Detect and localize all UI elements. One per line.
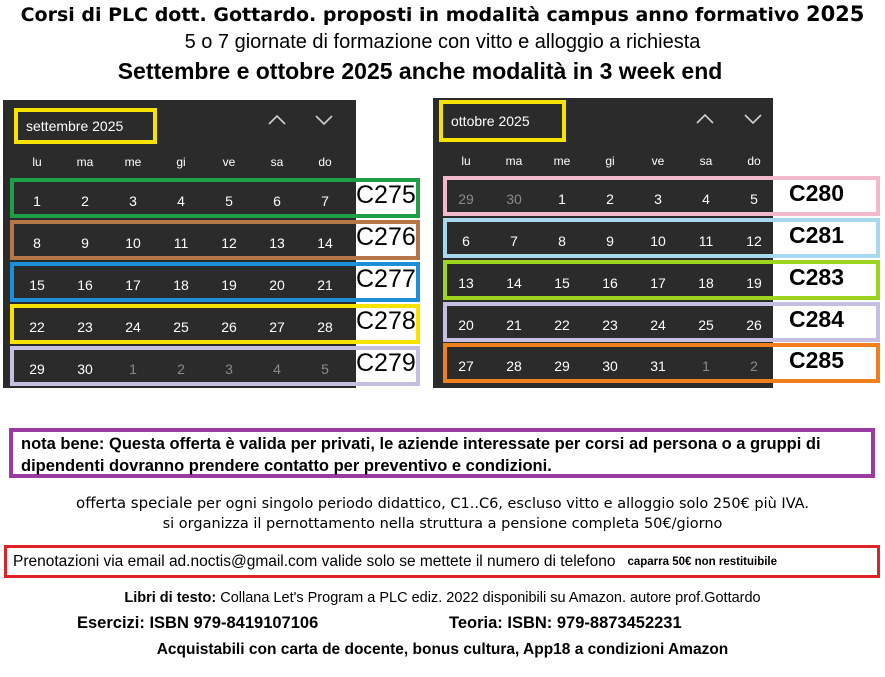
weekday: me	[124, 155, 142, 169]
calendar-day[interactable]: 22	[29, 319, 45, 335]
calendar-day[interactable]: 13	[269, 235, 285, 251]
header-line-1	[0, 2, 885, 26]
calendar-day[interactable]: 1	[129, 361, 137, 377]
calendar-day[interactable]: 9	[606, 233, 614, 249]
calendar-day[interactable]: 12	[746, 233, 762, 249]
calendar-day[interactable]: 20	[458, 317, 474, 333]
acquistabili-line: Acquistabili con carta de docente, bonus cultura, App18 a condizioni Amazon	[156, 641, 729, 658]
weekday: ve	[651, 154, 665, 168]
calendar-week-row	[442, 275, 778, 291]
course-code: C278	[356, 307, 416, 335]
calendar-october-title[interactable]: ottobre 2025	[439, 100, 566, 142]
calendar-day[interactable]: 14	[506, 275, 522, 291]
calendar-day[interactable]: 19	[746, 275, 762, 291]
calendar-day[interactable]: 24	[650, 317, 666, 333]
calendar-day[interactable]: 12	[221, 235, 237, 251]
calendar-day[interactable]: 8	[33, 235, 41, 251]
calendar-day[interactable]: 11	[698, 233, 714, 249]
calendar-day[interactable]: 2	[606, 191, 614, 207]
header-line-3: Settembre e ottobre 2025 anche modalità in 3 week end	[117, 58, 723, 84]
calendar-day[interactable]: 25	[698, 317, 714, 333]
calendar-day[interactable]: 5	[750, 191, 758, 207]
nota-bene-box: nota bene: Questa offerta è valida per privati, le aziende interessate per corsi ad persona o a gruppi di dipendenti dovranno prendere contatto per preventivo e condizioni.	[9, 428, 875, 478]
calendar-week-row	[13, 361, 349, 377]
calendar-day[interactable]: 29	[29, 361, 45, 377]
calendar-day[interactable]: 11	[173, 235, 189, 251]
chevron-down-icon[interactable]	[313, 113, 337, 127]
caparra-note: caparra 50€ non restituibile	[627, 555, 778, 568]
course-code: C283	[789, 264, 844, 290]
offerta-label: offerta speciale	[76, 494, 193, 512]
weekday: lu	[461, 154, 471, 168]
calendar-day[interactable]: 20	[269, 277, 285, 293]
calendar-day[interactable]: 27	[458, 358, 474, 374]
calendar-day[interactable]: 6	[462, 233, 470, 249]
calendar-day[interactable]: 7	[510, 233, 518, 249]
weekday: gi	[605, 154, 615, 168]
calendar-week-row	[13, 319, 349, 335]
calendar-day[interactable]: 26	[221, 319, 237, 335]
libri-text: Collana Let's Program a PLC ediz. 2022 disponibili su Amazon. autore prof.Gottardo	[220, 590, 761, 606]
calendar-september-title[interactable]: settembre 2025	[14, 108, 157, 144]
calendar-day[interactable]: 24	[125, 319, 141, 335]
weekday: ma	[505, 154, 523, 168]
offerta-line-2: si organizza il pernottamento nella struttura a pensione completa 50€/giorno	[162, 516, 723, 532]
calendar-week-row	[13, 277, 349, 293]
calendar-day[interactable]: 16	[602, 275, 618, 291]
calendar-day[interactable]: 1	[558, 191, 566, 207]
calendar-day[interactable]: 23	[602, 317, 618, 333]
course-code: C284	[789, 306, 844, 332]
isbn-esercizi: Esercizi: ISBN 979-8419107106	[77, 614, 319, 632]
prenotazioni-text: Prenotazioni via email ad.noctis@gmail.com valide solo se mettete il numero di telefono	[13, 552, 616, 570]
calendar-week-row	[13, 193, 349, 209]
calendar-day[interactable]: 4	[177, 193, 185, 209]
calendar-day[interactable]: 2	[177, 361, 185, 377]
chevron-up-icon[interactable]	[694, 112, 718, 126]
calendar-day[interactable]: 4	[702, 191, 710, 207]
calendar-day[interactable]: 31	[650, 358, 666, 374]
calendar-day[interactable]: 27	[269, 319, 285, 335]
course-code: C285	[789, 347, 844, 373]
calendar-day[interactable]: 10	[125, 235, 141, 251]
calendar-day[interactable]: 30	[506, 191, 522, 207]
calendar-week-row	[13, 235, 349, 251]
calendar-day[interactable]: 21	[317, 277, 333, 293]
isbn-teoria: Teoria: ISBN: 979-8873452231	[449, 614, 682, 632]
calendar-week-row	[442, 191, 778, 207]
calendar-week-row	[442, 233, 778, 249]
calendar-day[interactable]: 10	[650, 233, 666, 249]
calendar-day[interactable]: 18	[698, 275, 714, 291]
weekday: sa	[699, 154, 713, 168]
calendar-october-weekdays	[442, 154, 778, 168]
calendar-day[interactable]: 2	[750, 358, 758, 374]
calendar-day[interactable]: 5	[321, 361, 329, 377]
prenotazioni-box	[4, 545, 880, 578]
course-code: C279	[356, 349, 416, 377]
calendar-day[interactable]: 3	[129, 193, 137, 209]
calendar-day[interactable]: 19	[221, 277, 237, 293]
course-code: C280	[789, 180, 844, 206]
calendar-september-weekdays	[13, 155, 349, 169]
calendar-day[interactable]: 16	[77, 277, 93, 293]
weekday: me	[553, 154, 571, 168]
calendar-day[interactable]: 28	[506, 358, 522, 374]
calendar-day[interactable]: 13	[458, 275, 474, 291]
calendar-day[interactable]: 25	[173, 319, 189, 335]
weekday: do	[318, 155, 332, 169]
calendar-day[interactable]: 29	[458, 191, 474, 207]
weekday: sa	[270, 155, 284, 169]
weekday: lu	[32, 155, 42, 169]
calendar-day[interactable]: 3	[654, 191, 662, 207]
calendar-day[interactable]: 21	[506, 317, 522, 333]
header-line-1-text: Corsi di PLC dott. Gottardo. proposti in modalità campus anno formativo	[20, 4, 800, 26]
calendar-day[interactable]: 2	[81, 193, 89, 209]
weekday: ma	[76, 155, 94, 169]
weekday: ve	[222, 155, 236, 169]
course-code: C277	[356, 265, 416, 293]
calendar-day[interactable]: 9	[81, 235, 89, 251]
course-code: C281	[789, 222, 844, 248]
course-code: C276	[356, 223, 416, 251]
calendar-day[interactable]: 3	[225, 361, 233, 377]
header-line-2: 5 o 7 giornate di formazione con vitto e alloggio a richiesta	[184, 31, 701, 53]
calendar-day[interactable]: 1	[702, 358, 710, 374]
calendar-day[interactable]: 4	[273, 361, 281, 377]
calendar-day[interactable]: 28	[317, 319, 333, 335]
calendar-day[interactable]: 5	[225, 193, 233, 209]
calendar-day[interactable]: 8	[558, 233, 566, 249]
libri-label: Libri di testo:	[124, 590, 217, 606]
weekday: gi	[176, 155, 186, 169]
chevron-down-icon[interactable]	[742, 112, 766, 126]
calendar-day[interactable]: 26	[746, 317, 762, 333]
calendar-week-row	[442, 358, 778, 374]
calendar-day[interactable]: 23	[77, 319, 93, 335]
chevron-up-icon[interactable]	[266, 113, 290, 127]
calendar-day[interactable]: 15	[29, 277, 45, 293]
header-year: 2025	[805, 2, 865, 26]
course-code: C275	[356, 181, 416, 209]
calendar-day[interactable]: 17	[650, 275, 666, 291]
libri-line	[0, 590, 885, 606]
offerta-text: per ogni singolo periodo didattico, C1..C6, escluso vitto e alloggio solo 250€ più IVA.	[196, 496, 809, 512]
calendar-day[interactable]: 7	[321, 193, 329, 209]
calendar-day[interactable]: 30	[602, 358, 618, 374]
calendar-day[interactable]: 30	[77, 361, 93, 377]
calendar-day[interactable]: 22	[554, 317, 570, 333]
calendar-day[interactable]: 17	[125, 277, 141, 293]
calendar-day[interactable]: 29	[554, 358, 570, 374]
calendar-day[interactable]: 6	[273, 193, 281, 209]
calendar-week-row	[442, 317, 778, 333]
calendar-day[interactable]: 15	[554, 275, 570, 291]
offerta-line-1	[0, 494, 885, 512]
calendar-day[interactable]: 18	[173, 277, 189, 293]
calendar-day[interactable]: 14	[317, 235, 333, 251]
weekday: do	[747, 154, 761, 168]
calendar-day[interactable]: 1	[33, 193, 41, 209]
